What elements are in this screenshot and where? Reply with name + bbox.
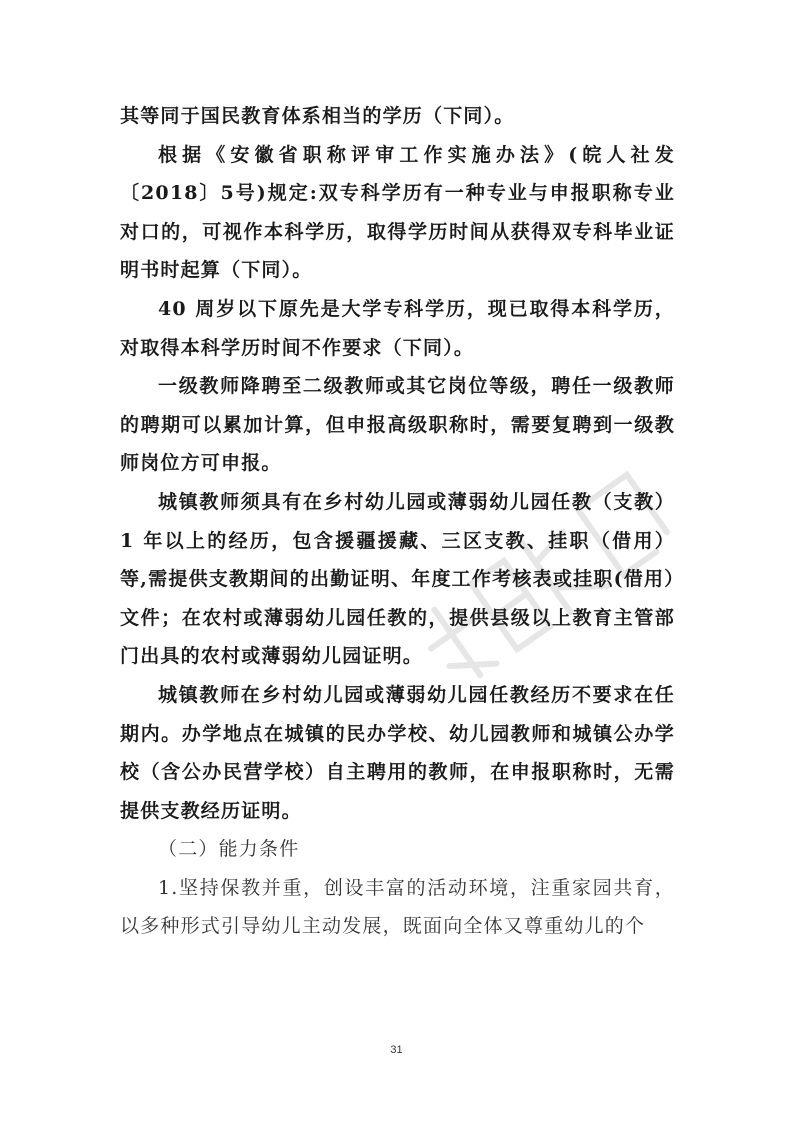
- section-heading-ability: （二）能力条件: [158, 838, 300, 861]
- paragraph-8: 1.坚持保教并重，创设丰富的活动环境，注重家园共育，以多种形式引导幼儿主动发展，既面向全体又尊重幼儿的个: [120, 876, 675, 938]
- paragraph-6: 城镇教师在乡村幼儿园或薄弱幼儿园任教经历不要求在任期内。办学地点在城镇的民办学校、幼儿园教师和城镇公办学校（含公办民营学校）自主聘用的教师，在申报职称时，无需提供支教经历证明。: [120, 683, 675, 822]
- paragraph-3: 40 周岁以下原先是大学专科学历，现已取得本科学历，对取得本科学历时间不作要求（下同）。: [120, 297, 675, 359]
- page-number: 31: [390, 1044, 403, 1056]
- paragraph-1: 其等同于国民教育体系相当的学历（下同）。: [120, 105, 515, 127]
- body-text: [120, 97, 675, 946]
- paragraph-2: 根据《安徽省职称评审工作实施办法》(皖人社发〔2018〕5号)规定:双专科学历有一种专业与申报职称专业对口的，可视作本科学历，取得学历时间从获得双专科毕业证明书时起算（下同）。: [120, 143, 675, 282]
- paragraph-5: 城镇教师须具有在乡村幼儿园或薄弱幼儿园任教（支教）1 年以上的经历，包含援疆援藏、三区支教、挂职（借用）等,需提供支教期间的出勤证明、年度工作考核表或挂职(借用）文件；在农村或薄弱幼儿园任教的，提供县级以上教育主管部门出具的农村或薄弱幼儿园证明。: [120, 490, 675, 668]
- paragraph-4: 一级教师降聘至二级教师或其它岗位等级，聘任一级教师的聘期可以累加计算，但申报高级职称时，需要复聘到一级教师岗位方可申报。: [120, 375, 675, 475]
